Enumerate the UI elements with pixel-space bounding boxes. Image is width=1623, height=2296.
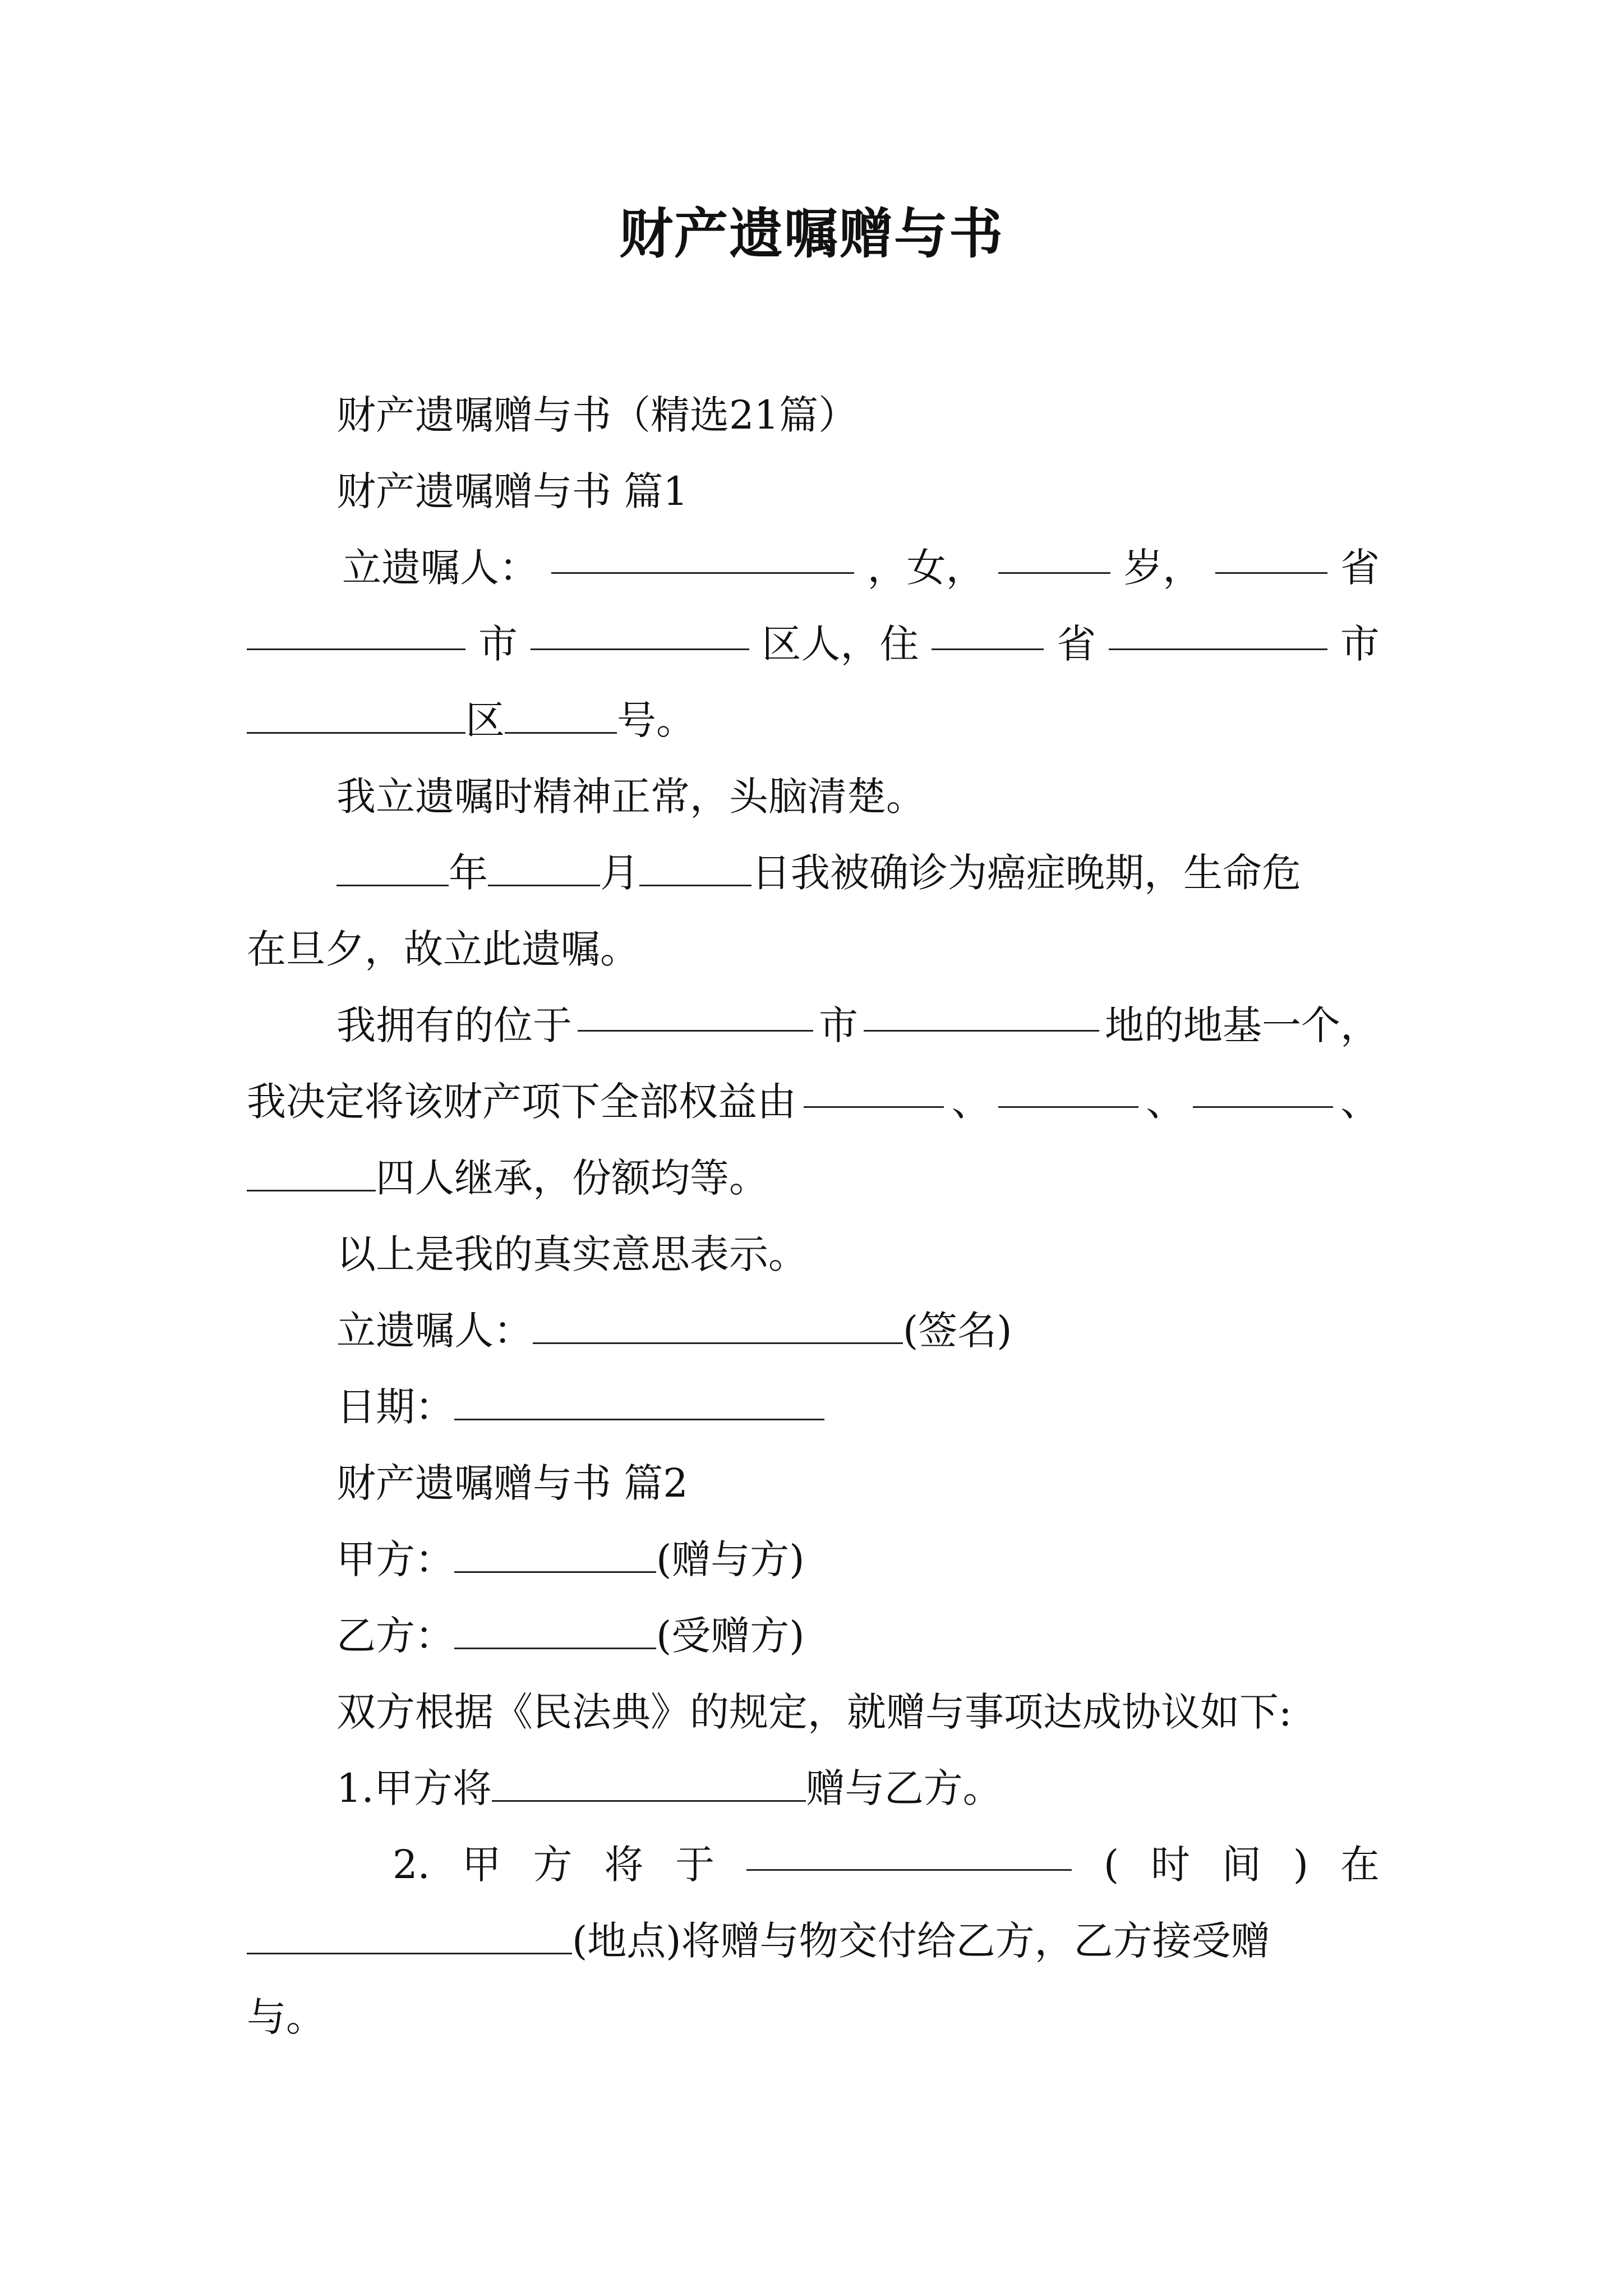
date-blank[interactable] [454, 1386, 824, 1420]
document-subtitle: 财产遗嘱赠与书（精选21篇） [336, 392, 858, 438]
document-title: 财产遗嘱赠与书 [619, 202, 1004, 265]
city-blank[interactable] [247, 616, 465, 650]
party-a-blank[interactable] [454, 1539, 656, 1573]
diagnosis-line-end: 在旦夕，故立此遗嘱。 [247, 926, 639, 972]
address-line-end: 区 号。 [247, 692, 1380, 748]
day-blank[interactable] [639, 852, 751, 886]
party-b-blank[interactable] [454, 1615, 656, 1649]
heirs-line-end: 四人继承，份额均等。 [247, 1150, 1380, 1206]
testator-line: 立遗嘱人： ，女， 岁， 省 [247, 540, 1380, 596]
residence-province-blank[interactable] [932, 616, 1044, 650]
address-line: 市 区人，住 省 市 [247, 616, 1380, 672]
signature-line: 立遗嘱人： (签名) [336, 1308, 1012, 1354]
section-heading-1: 财产遗嘱赠与书 篇1 [336, 468, 688, 514]
testator-name-blank[interactable] [551, 540, 854, 574]
residence-district-blank[interactable] [247, 700, 465, 734]
item-1-line: 1.甲方将 赠与乙方。 [336, 1765, 1002, 1811]
party-b-line: 乙方： (受赠方) [336, 1613, 805, 1659]
property-location-blank[interactable] [864, 997, 1099, 1032]
agreement-statement: 双方根据《民法典》的规定，就赠与事项达成协议如下: [336, 1689, 1292, 1735]
heir-4-blank[interactable] [247, 1157, 376, 1191]
item-2-line-end: 与。 [247, 1994, 325, 2040]
residence-city-blank[interactable] [1109, 616, 1327, 650]
party-a-line: 甲方： (赠与方) [336, 1536, 805, 1582]
gift-item-blank[interactable] [492, 1768, 806, 1802]
property-line: 我拥有的位于 市 地的地基一个， [247, 997, 1380, 1053]
house-number-blank[interactable] [505, 700, 617, 734]
sanity-statement: 我立遗嘱时精神正常，头脑清楚。 [336, 774, 925, 820]
true-intent-statement: 以上是我的真实意思表示。 [336, 1231, 808, 1277]
signature-blank[interactable] [533, 1310, 903, 1344]
diagnosis-line: 年 月 日我被确诊为癌症晚期，生命危 [247, 845, 1380, 901]
delivery-time-blank[interactable] [746, 1837, 1072, 1871]
property-city-blank[interactable] [578, 997, 813, 1032]
district-blank[interactable] [531, 616, 749, 650]
heir-1-blank[interactable] [804, 1074, 944, 1108]
heir-2-blank[interactable] [998, 1074, 1138, 1108]
month-blank[interactable] [488, 852, 600, 886]
delivery-place-blank[interactable] [247, 1920, 572, 1954]
year-blank[interactable] [336, 852, 449, 886]
heir-3-blank[interactable] [1193, 1074, 1333, 1108]
province-blank[interactable] [1215, 540, 1327, 574]
section-heading-2: 财产遗嘱赠与书 篇2 [336, 1460, 688, 1506]
date-line: 日期： [247, 1379, 1469, 1435]
item-2-line-cont: (地点)将赠与物交付给乙方，乙方接受赠 [247, 1913, 1380, 1969]
heirs-line: 我决定将该财产项下全部权益由 、 、 、 [247, 1074, 1380, 1130]
item-2-line: 2. 甲 方 将 于 ( 时 间 ) 在 [247, 1837, 1380, 1893]
age-blank[interactable] [998, 540, 1110, 574]
